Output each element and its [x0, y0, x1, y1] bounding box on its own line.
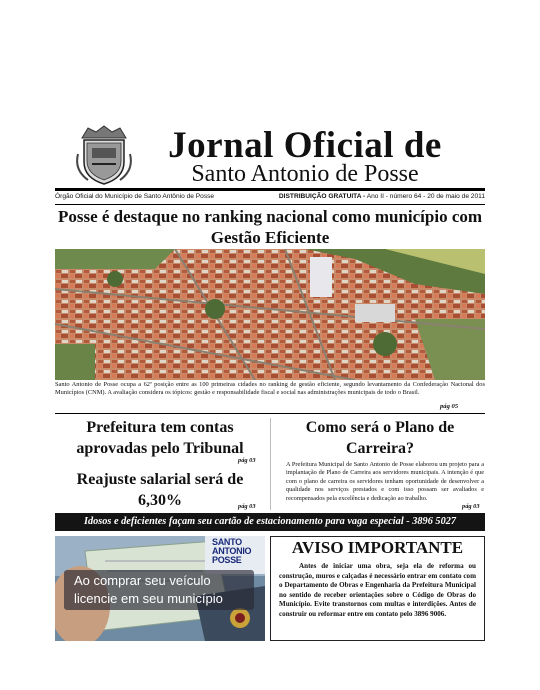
section-rule — [55, 413, 485, 414]
column-divider — [270, 418, 271, 510]
masthead-rule-bottom — [55, 204, 485, 205]
ad-brand-logo: SANTO ANTONIO POSSE — [212, 537, 252, 565]
plano-headline: Como será o Plano de Carreira? — [305, 419, 455, 457]
reajuste-headline: Reajuste salarial será de 6,30% — [76, 471, 244, 509]
prefeitura-page-ref: pág 03 — [238, 457, 256, 464]
aviso-title: AVISO IMPORTANTE — [291, 538, 464, 557]
parking-banner: Idosos e deficientes façam seu cartão de estacionamento para vaga especial - 3896 5027 — [55, 513, 485, 531]
plano-text: A Prefeitura Municipal de Santo Antonio de Posse elaborou um projeto para a implantação de Plano de Carreira aos servidores municipais. A intenção é que com o plano de carreira os servidores tenham oportunidade de desenvolver a qualidade nos serviços prestados e com isso possam ser avaliados e recompensados pela excelência e dedicação ao trabalho. — [286, 461, 484, 502]
masthead-title: Jornal Oficial de — [168, 125, 442, 166]
aerial-city-photo — [55, 249, 485, 380]
masthead-meta — [55, 193, 485, 200]
edition-line: DISTRIBUIÇÃO GRATUITA - Ano II - número 64 - 20 de maio de 2011 — [278, 193, 485, 200]
caption-page-ref: pág 05 — [440, 403, 459, 410]
aviso-text: Antes de iniciar uma obra, seja ela de reforma ou construção, muros e calçadas é necessário entrar em contato com o Departamento de Obras e Engenharia da Prefeitura Municipal no sentido de receber orientações sobre o Código de Obras do Município. Evite transtornos com multas e interdições. Antes de construir ou reformar entre em contato pelo 3896 9006. — [279, 562, 476, 618]
masthead-subtitle: Santo Antonio de Posse — [191, 161, 419, 187]
prefeitura-headline: Prefeitura tem contas aprovadas pelo Tribunal — [76, 419, 244, 457]
organ-line: Órgão Oficial do Município de Santo Antônio de Posse — [55, 193, 215, 200]
plano-page-ref: pág 03 — [462, 503, 480, 510]
reajuste-page-ref: pág 03 — [238, 503, 256, 510]
masthead-rule — [55, 188, 485, 191]
lead-headline: Posse é destaque no ranking nacional como município com Gestão Eficiente — [57, 207, 483, 247]
ad-text: Ao comprar seu veículo licencie em seu município — [64, 570, 254, 610]
photo-caption: Santo Antonio de Posse ocupa a 62ª posição entre as 100 primeiras cidades no ranking de gestão eficiente, segundo levantamento da Confederação Nacional dos Municípios (CNM). A avaliação considera os tópicos: gestão e responsabilidade fiscal e social nas administrações municipais de todo o Brasil. — [55, 381, 485, 397]
